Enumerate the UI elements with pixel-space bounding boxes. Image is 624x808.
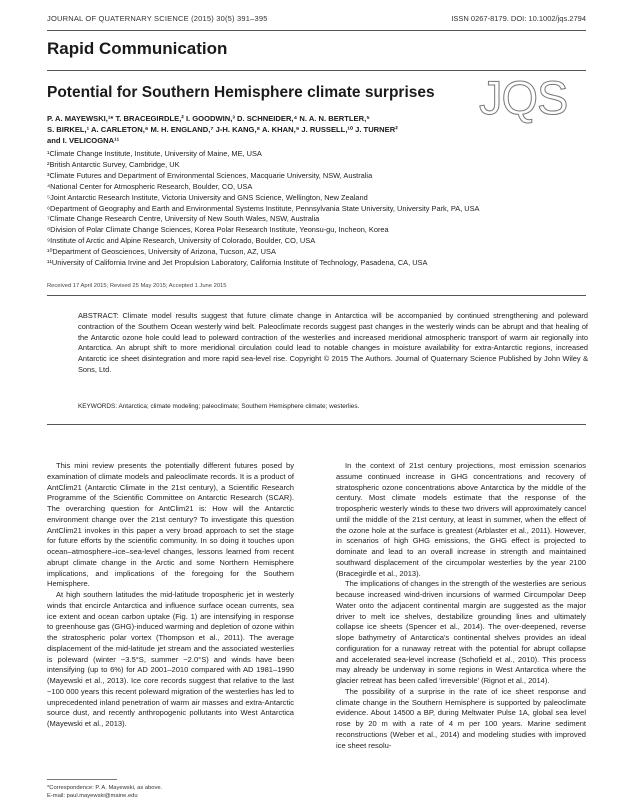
- affiliation: ⁶Department of Geography and Earth and Environmental Systems Institute, Pennsylvania State University, University Park, PA, USA: [47, 203, 480, 213]
- top-rule: [47, 30, 586, 31]
- affiliation: ¹¹University of California Irvine and Jet Propulsion Laboratory, California Institute of Technology, Pasadena, CA, USA: [47, 258, 428, 268]
- body-column-left: [47, 461, 294, 730]
- received-dates: Received 17 April 2015; Revised 25 May 2015; Accepted 1 June 2015: [47, 283, 227, 289]
- paragraph: At high southern latitudes the mid-latitude tropospheric jet in westerly winds that encircle Antarctica and influence surface ocean currents, sea ice extent and ocean carbon uptake (Fig. 1) are intensifying in response to greenhouse gas (GHG)-induced warming and depletion of ozone within the stratospheric polar vortex (Thompson et al., 2011). The average displacement of the mid-latitude jet stream and the associated westerlies is poleward (winter ~3.5°S, summer ~2.0°S) and winds have been intensifying (up to 6%) for AD 2001–2010 compared with AD 1981–1990 (Mayewski et al., 2013). Ice core records suggest that relative to the last ~100 000 years this recent poleward migration of the westerlies has led to unprecedented inland penetration of warm air masses and extra-Antarctic source dust, and recently anthropogenic pollutants into West Antarctica (Mayewski et al., 2013).: [47, 590, 294, 728]
- jqs-logo: JQS: [479, 71, 568, 124]
- abstract: ABSTRACT: Climate model results suggest that future climate change in Antarctica will be accompanied by continued strengthening and poleward contraction of the Southern Ocean westerly wind belt. Paleoclimate records suggest past changes in the westerly winds can be abrupt and that healing of the Antarctic ozone hole could lead to poleward contraction of the westerlies and increased meridional atmospheric transport of warm air regionally into Antarctica. An abrupt shift to more meridional circulation could lead to notable changes in moisture availability for extra-Antarctic regions, increased Antarctic ice sheet disintegration and more rapid sea-level rise. Copyright © 2015 The Authors. Journal of Quaternary Science Published by John Wiley & Sons, Ltd.: [78, 311, 588, 374]
- footnote: [47, 784, 162, 800]
- article-title: Potential for Southern Hemisphere climate surprises: [47, 84, 435, 101]
- correspondence-note: *Correspondence: P. A. Mayewski, as above.: [47, 785, 163, 791]
- affiliation: ³Climate Futures and Department of Environmental Sciences, Macquarie University, NSW, Australia: [47, 170, 373, 180]
- keywords: KEYWORDS: Antarctica; climate modeling; paleoclimate; Southern Hemisphere climate; westerlies.: [78, 403, 360, 410]
- email-note: E-mail: paul.mayewski@maine.edu: [47, 793, 138, 799]
- affiliation: ⁵Joint Antarctic Research Institute, Victoria University and GNS Science, Wellington, New Zealand: [47, 192, 368, 202]
- section-label: Rapid Communication: [47, 39, 228, 58]
- paragraph: The possibility of a surprise in the rate of ice sheet response and climate change in the Southern Hemisphere is supported by paleoclimate evidence. About 14500 a BP, during Meltwater Pulse 1A, global sea level rose by 20 m with a rate of 4 m per 100 years. Marine sediment reconstructions (Weber et al., 2014) and modeling studies with improved ice sheet resolu-: [336, 686, 586, 750]
- author-list: [47, 113, 587, 146]
- affiliation: ¹⁰Department of Geosciences, University of Arizona, Tucson, AZ, USA: [47, 247, 276, 257]
- body-column-right: [336, 461, 586, 751]
- affiliation: ²British Antarctic Survey, Cambridge, UK: [47, 159, 180, 169]
- affiliation: ⁹Institute of Arctic and Alpine Research, University of Colorado, Boulder, CO, USA: [47, 236, 316, 246]
- affiliation: ⁴National Center for Atmospheric Research, Boulder, CO, USA: [47, 181, 253, 191]
- paragraph: This mini review presents the potentially different futures posed by examination of climate models and paleoclimate records. It is a product of AntClim21 (Antarctic Climate in the 21st century), a Scientific Research Programme of the Scientific Committee on Antarctic Research (SCAR). The overarching question for AntClim21 is: How will the Antarctic environment change over the 21st century? To investigate this question AntClim21 invokes in this paper a very broad approach to set the stage for future efforts by the scientific community. In so doing it touches upon ocean–atmosphere–ice–sea-level changes, lessons learned from recent abrupt climate change in the Arctic and some Northern Hemisphere implications, and implications of the foregoing for the Southern Hemisphere.: [47, 461, 294, 589]
- paragraph: In the context of 21st century projections, most emission scenarios assume continued increase in GHG concentrations and recovery of stratospheric ozone concentrations above Antarctica by the middle of the century. Most climate models estimate that the response of the tropospheric westerly winds to these two drivers will approximately cancel until the middle of the 21st century, at least in summer, when the effect of the ozone hole at the surface is greatest (Arblaster et al., 2011). However, in scenarios of high GHG emissions, the GHG effect is projected to dominate and lead to an overall increase in strength and maintained southward displacement of the circumpolar westerlies by the year 2100 (Bracegirdle et al., 2013).: [336, 461, 586, 578]
- author-line: S. BIRKEL,¹ A. CARLETON,⁶ M. H. ENGLAND,⁷ J-H. KANG,⁸ A. KHAN,⁹ J. RUSSELL,¹⁰ J. TURNER²: [47, 125, 398, 134]
- footnote-rule: [47, 779, 117, 780]
- affiliation-list: [47, 149, 592, 269]
- author-line: P. A. MAYEWSKI,¹* T. BRACEGIRDLE,² I. GOODWIN,³ D. SCHNEIDER,⁴ N. A. N. BERTLER,⁵: [47, 114, 370, 123]
- paragraph: The implications of changes in the strength of the westerlies are serious because increased wind-driven incursions of warmed Circumpolar Deep Water onto the adjacent continental margin are suggested as the major driver to melt ice shelves, destabilize grounding lines and ultimately collapse ice sheets (Spencer et al., 2014). The over-deepened, reverse slope bathymetry of Antarctica's continental shelves provides an ideal configuration for a runaway retreat with the potential for abrupt collapse and accelerated sea-level increase (Schofield et al., 2010). This process may already be underway in some regions in West Antarctica where the glacier retreat has been called 'irreversible' (Rignot et al., 2014).: [336, 579, 586, 685]
- journal-citation: JOURNAL OF QUATERNARY SCIENCE (2015) 30(5) 391–395: [47, 14, 268, 23]
- affiliation: ⁸Division of Polar Climate Change Sciences, Korea Polar Research Institute, Yeonsu-gu, Incheon, Korea: [47, 225, 389, 235]
- affiliation: ¹Climate Change Institute, Institute, University of Maine, ME, USA: [47, 149, 262, 158]
- abstract-rule-top: [47, 295, 586, 296]
- affiliation: ⁷Climate Change Research Centre, University of New South Wales, NSW, Australia: [47, 214, 320, 224]
- issn-doi: ISSN 0267-8179. DOI: 10.1002/jqs.2794: [451, 14, 586, 23]
- author-line: and I. VELICOGNA¹¹: [47, 136, 120, 145]
- abstract-rule-bottom: [47, 424, 586, 425]
